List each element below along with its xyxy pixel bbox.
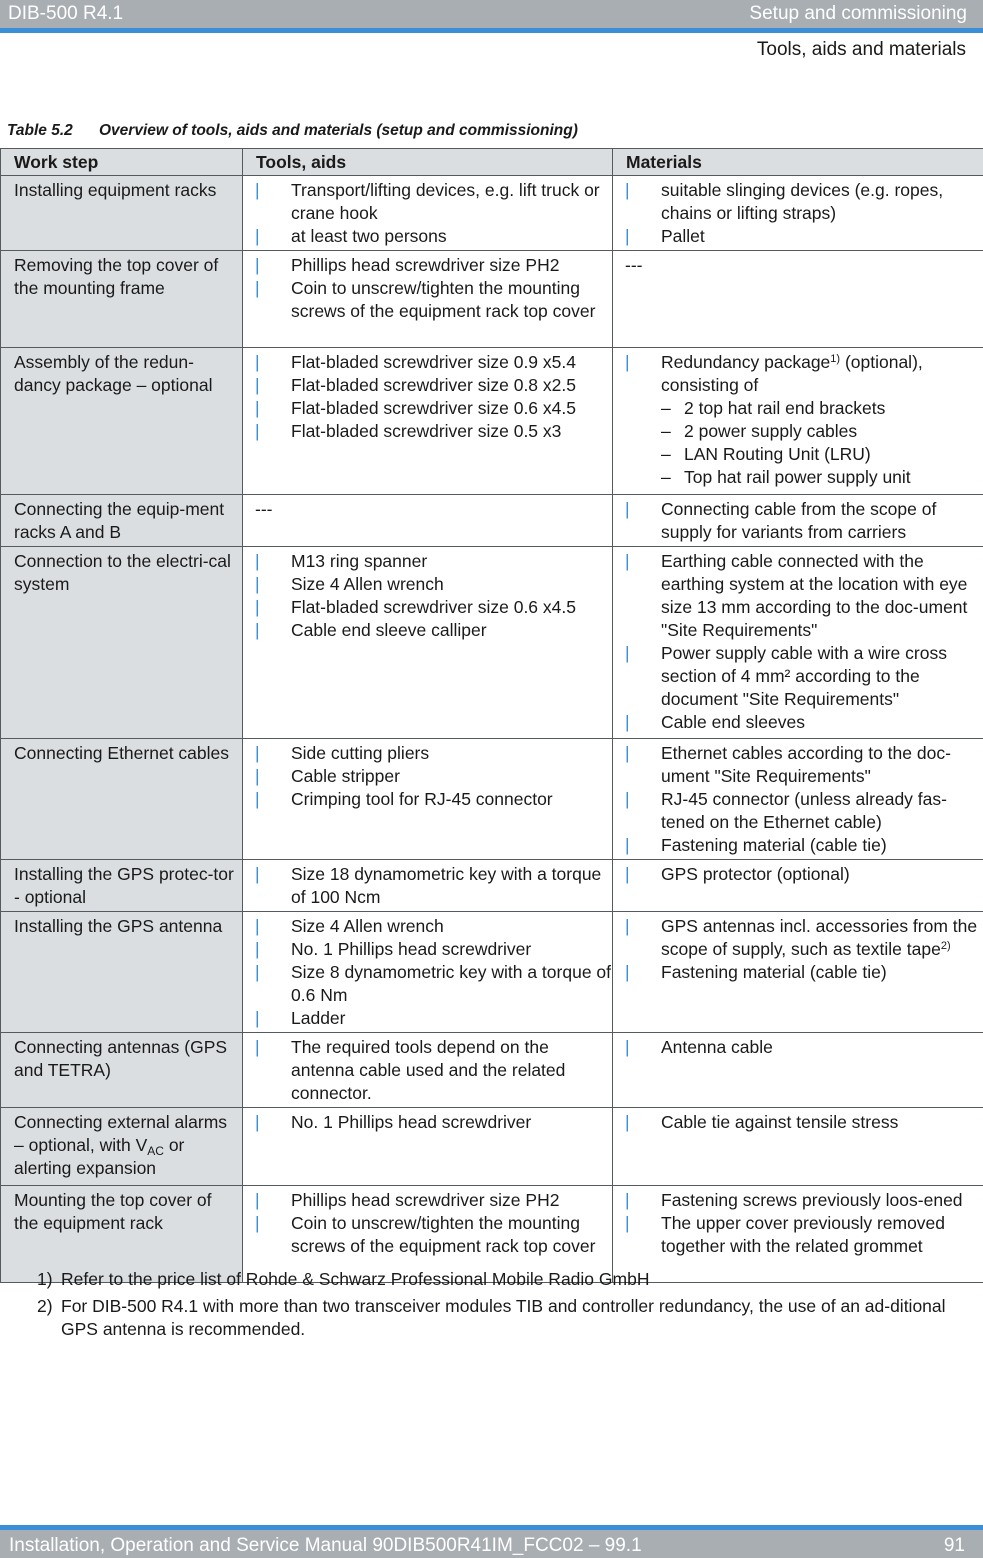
table-row: [1, 176, 983, 251]
tool-item: [255, 1189, 612, 1212]
bullet-marker: |: [255, 766, 260, 786]
header-accent-line: [0, 28, 983, 33]
tool-item-text: Cable stripper: [291, 766, 400, 786]
tool-item-text: Side cutting pliers: [291, 743, 430, 763]
column-header-tools: Tools, aids: [243, 149, 613, 176]
bullet-marker: |: [255, 375, 260, 395]
material-item: [625, 225, 983, 248]
tool-item: [255, 550, 612, 573]
work-step-text: Connecting the equip-ment racks A and B: [14, 499, 225, 542]
bullet-marker: |: [255, 620, 260, 640]
work-step-text: Connection to the electri-cal system: [14, 551, 231, 594]
bullet-marker: |: [255, 574, 260, 594]
material-item-text: Cable end sleeves: [661, 712, 805, 732]
bullet-marker: |: [625, 643, 630, 663]
material-subitem: [625, 443, 983, 466]
dash-marker: –: [661, 421, 671, 441]
table-row: [1, 739, 983, 860]
bullet-marker: |: [625, 226, 630, 246]
material-subitem-text: Top hat rail power supply unit: [684, 467, 911, 487]
header-section: Tools, aids and materials: [756, 39, 966, 60]
material-item: [625, 1111, 983, 1134]
bullet-marker: |: [625, 1112, 630, 1132]
tool-item: [255, 225, 612, 248]
bullet-marker: |: [625, 789, 630, 809]
tool-item: [255, 254, 612, 277]
material-item-text: Ethernet cables according to the doc-ument "Site Requirements": [661, 743, 951, 786]
table-row: [1, 860, 983, 912]
material-item-text: Redundancy package: [661, 352, 831, 372]
tool-item: [255, 765, 612, 788]
material-item: [625, 550, 983, 642]
material-item-text: Fastening material (cable tie): [661, 835, 887, 855]
bullet-marker: |: [255, 1037, 260, 1057]
material-item-text: Power supply cable with a wire cross section of 4 mm² according to the document "Site Requirements": [661, 643, 947, 709]
bullet-marker: |: [625, 1190, 630, 1210]
tool-item: [255, 915, 612, 938]
bullet-marker: |: [255, 255, 260, 275]
footnote: [37, 1268, 967, 1291]
material-item: [625, 915, 983, 961]
tool-item: [255, 397, 612, 420]
material-item: [625, 961, 983, 984]
tools-cell: [243, 739, 613, 860]
footnote-number: 1): [37, 1269, 53, 1289]
work-step-cell: [1, 739, 243, 860]
dash-marker: –: [661, 444, 671, 464]
footer-manual-title: Installation, Operation and Service Manual 90DIB500R41IM_FCC02 – 99.1: [9, 1535, 642, 1556]
work-step-cell: [1, 176, 243, 251]
tool-item-text: Flat-bladed screwdriver size 0.6 x4.5: [291, 398, 576, 418]
footnote-ref: 1): [830, 353, 841, 365]
table-row: [1, 495, 983, 547]
work-step-subscript: AC: [147, 1144, 164, 1158]
footnote-text: Refer to the price list of Rohde & Schwarz Professional Mobile Radio GmbH: [61, 1269, 650, 1289]
material-item: [625, 498, 983, 544]
column-header-work-step: Work step: [1, 149, 243, 176]
tool-item-text: No. 1 Phillips head screwdriver: [291, 939, 532, 959]
work-step-text: Mounting the top cover of the equipment rack: [14, 1190, 212, 1233]
bullet-marker: |: [625, 835, 630, 855]
tool-item: [255, 619, 612, 642]
material-item-text: Fastening screws previously loos-ened: [661, 1190, 963, 1210]
tool-item-text: M13 ring spanner: [291, 551, 428, 571]
tool-item: [255, 788, 612, 811]
tool-item-text: Flat-bladed screwdriver size 0.9 x5.4: [291, 352, 576, 372]
tools-cell: [243, 912, 613, 1033]
footnote: [37, 1295, 967, 1341]
tool-item: [255, 1007, 612, 1030]
tool-item: [255, 961, 612, 1007]
materials-cell: [613, 176, 983, 251]
tools-cell: [243, 1108, 613, 1186]
material-item: [625, 1212, 983, 1258]
material-item: [625, 834, 983, 857]
material-item: [625, 642, 983, 711]
material-subitem-text: 2 power supply cables: [684, 421, 858, 441]
tool-item-text: Crimping tool for RJ-45 connector: [291, 789, 553, 809]
material-item: [625, 863, 983, 886]
tool-item-text: Coin to unscrew/tighten the mounting screws of the equipment rack top cover: [291, 1213, 596, 1256]
bullet-marker: |: [625, 864, 630, 884]
tool-item-text: No. 1 Phillips head screwdriver: [291, 1112, 532, 1132]
material-item: [625, 788, 983, 834]
table-header-row: [1, 149, 983, 176]
materials-cell: [613, 495, 983, 547]
bullet-marker: |: [255, 1190, 260, 1210]
work-step-cell: [1, 912, 243, 1033]
bullet-marker: |: [625, 352, 630, 372]
material-item-text: Pallet: [661, 226, 705, 246]
bullet-marker: |: [255, 1213, 260, 1233]
materials-cell: [613, 1033, 983, 1108]
bullet-marker: |: [255, 962, 260, 982]
materials-cell: [613, 251, 983, 348]
tools-cell: [243, 860, 613, 912]
footnote-ref: 2): [940, 940, 951, 952]
work-step-cell: [1, 495, 243, 547]
bullet-marker: |: [255, 352, 260, 372]
material-item-text: GPS protector (optional): [661, 864, 850, 884]
tools-cell: [243, 547, 613, 739]
work-step-cell: [1, 860, 243, 912]
materials-cell: [613, 860, 983, 912]
table-row: [1, 348, 983, 495]
tool-item-text: Ladder: [291, 1008, 346, 1028]
material-subitem-text: 2 top hat rail end brackets: [684, 398, 886, 418]
table-caption: [7, 122, 578, 140]
work-step-text: Removing the top cover of the mounting frame: [14, 255, 219, 298]
table-row: [1, 912, 983, 1033]
bullet-marker: |: [255, 743, 260, 763]
table-row: [1, 1108, 983, 1186]
tools-cell: [243, 251, 613, 348]
empty-placeholder: ---: [625, 255, 643, 275]
empty-placeholder: ---: [255, 499, 273, 519]
bullet-marker: |: [255, 421, 260, 441]
tool-item-text: Phillips head screwdriver size PH2: [291, 1190, 560, 1210]
work-step-text-tail: or alerting expansion: [14, 1135, 185, 1178]
tools-cell: [243, 495, 613, 547]
bullet-marker: |: [625, 499, 630, 519]
table-caption-text: Overview of tools, aids and materials (setup and commissioning): [99, 122, 578, 139]
material-subitem: [625, 466, 983, 489]
tool-item-text: The required tools depend on the antenna cable used and the related connector.: [291, 1037, 566, 1103]
tool-item: [255, 1111, 612, 1134]
material-item: [625, 1189, 983, 1212]
tool-item: [255, 742, 612, 765]
work-step-text: Installing equipment racks: [14, 180, 217, 200]
material-item-text: GPS antennas incl. accessories from the scope of supply, such as textile tape: [661, 916, 978, 959]
bullet-marker: |: [255, 551, 260, 571]
tool-item: [255, 420, 612, 443]
tool-item-text: Cable end sleeve calliper: [291, 620, 487, 640]
work-step-cell: [1, 1108, 243, 1186]
tool-item: [255, 277, 612, 323]
table-row: [1, 547, 983, 739]
tool-item-text: Phillips head screwdriver size PH2: [291, 255, 560, 275]
dash-marker: –: [661, 467, 671, 487]
bullet-marker: |: [255, 864, 260, 884]
tools-cell: [243, 1033, 613, 1108]
bullet-marker: |: [255, 180, 260, 200]
work-step-cell: [1, 251, 243, 348]
material-item-text: Antenna cable: [661, 1037, 773, 1057]
tool-item: [255, 863, 612, 909]
header-chapter: Setup and commissioning: [749, 3, 967, 24]
table-row: [1, 1033, 983, 1108]
material-subitem: [625, 420, 983, 443]
header-doc-id: DIB-500 R4.1: [8, 3, 124, 24]
material-item: [625, 1036, 983, 1059]
bullet-marker: |: [625, 1213, 630, 1233]
work-step-cell: [1, 1033, 243, 1108]
materials-cell: [613, 348, 983, 495]
tool-item-text: Coin to unscrew/tighten the mounting screws of the equipment rack top cover: [291, 278, 596, 321]
dash-marker: –: [661, 398, 671, 418]
tool-item: [255, 351, 612, 374]
table-caption-number: Table 5.2: [7, 122, 73, 139]
bullet-marker: |: [625, 916, 630, 936]
material-item: [625, 179, 983, 225]
tools-table: [0, 148, 983, 1283]
tools-cell: [243, 176, 613, 251]
materials-cell: [613, 547, 983, 739]
material-item-text-tail: (optional), consisting of: [661, 352, 923, 395]
material-item-text: RJ-45 connector (unless already fas-tened on the Ethernet cable): [661, 789, 947, 832]
footnote-number: 2): [37, 1296, 53, 1316]
materials-cell: [613, 1108, 983, 1186]
footer-page-number: 91: [943, 1535, 965, 1556]
bullet-marker: |: [255, 939, 260, 959]
bullet-marker: |: [255, 398, 260, 418]
tool-item-text: Size 4 Allen wrench: [291, 916, 444, 936]
bullet-marker: |: [255, 278, 260, 298]
material-subitem-text: LAN Routing Unit (LRU): [684, 444, 871, 464]
tool-item-text: Size 18 dynamometric key with a torque of 100 Ncm: [291, 864, 602, 907]
tool-item-text: Size 4 Allen wrench: [291, 574, 444, 594]
materials-cell: [613, 739, 983, 860]
tool-item-text: Size 8 dynamometric key with a torque of 0.6 Nm: [291, 962, 612, 1005]
material-item-text: Cable tie against tensile stress: [661, 1112, 899, 1132]
tool-item-text: Transport/lifting devices, e.g. lift truck or crane hook: [291, 180, 600, 223]
work-step-cell: [1, 547, 243, 739]
tool-item-text: at least two persons: [291, 226, 447, 246]
footnote-text: For DIB-500 R4.1 with more than two transceiver modules TIB and controller redundancy, the use of an ad-ditional GPS antenna is recommended.: [61, 1296, 946, 1339]
tool-item: [255, 573, 612, 596]
bullet-marker: |: [255, 226, 260, 246]
material-item: [625, 711, 983, 734]
work-step-cell: [1, 348, 243, 495]
bullet-marker: |: [255, 1008, 260, 1028]
material-subitem: [625, 397, 983, 420]
bullet-marker: |: [255, 597, 260, 617]
material-item-text: Connecting cable from the scope of supply for variants from carriers: [661, 499, 937, 542]
work-step-text: Assembly of the redun-dancy package – optional: [14, 352, 213, 395]
bullet-marker: |: [255, 1112, 260, 1132]
bullet-marker: |: [625, 743, 630, 763]
tools-cell: [243, 348, 613, 495]
tool-item: [255, 1036, 612, 1105]
work-step-text: Installing the GPS protec-tor - optional: [14, 864, 234, 907]
material-item-text: The upper cover previously removed together with the related grommet: [661, 1213, 946, 1256]
work-step-text: Connecting external alarms – optional, with V: [14, 1112, 228, 1155]
tool-item-text: Flat-bladed screwdriver size 0.5 x3: [291, 421, 562, 441]
materials-cell: [613, 912, 983, 1033]
bullet-marker: |: [625, 180, 630, 200]
tool-item: [255, 374, 612, 397]
bullet-marker: |: [255, 916, 260, 936]
tool-item-text: Flat-bladed screwdriver size 0.8 x2.5: [291, 375, 576, 395]
work-step-text: Connecting antennas (GPS and TETRA): [14, 1037, 228, 1080]
bullet-marker: |: [255, 789, 260, 809]
work-step-text: Installing the GPS antenna: [14, 916, 223, 936]
table-row: [1, 251, 983, 348]
material-item-text: suitable slinging devices (e.g. ropes, chains or lifting straps): [661, 180, 944, 223]
tool-item: [255, 596, 612, 619]
material-item: [625, 351, 983, 397]
material-item: [625, 742, 983, 788]
work-step-text: Connecting Ethernet cables: [14, 743, 229, 763]
material-item-text: Fastening material (cable tie): [661, 962, 887, 982]
bullet-marker: |: [625, 712, 630, 732]
bullet-marker: |: [625, 962, 630, 982]
column-header-materials: Materials: [613, 149, 983, 176]
tool-item-text: Flat-bladed screwdriver size 0.6 x4.5: [291, 597, 576, 617]
bullet-marker: |: [625, 1037, 630, 1057]
tool-item: [255, 179, 612, 225]
material-item-text: Earthing cable connected with the earthing system at the location with eye size 13 mm according to the doc-ument "Site Requirements": [661, 551, 968, 640]
tool-item: [255, 1212, 612, 1258]
tool-item: [255, 938, 612, 961]
bullet-marker: |: [625, 551, 630, 571]
